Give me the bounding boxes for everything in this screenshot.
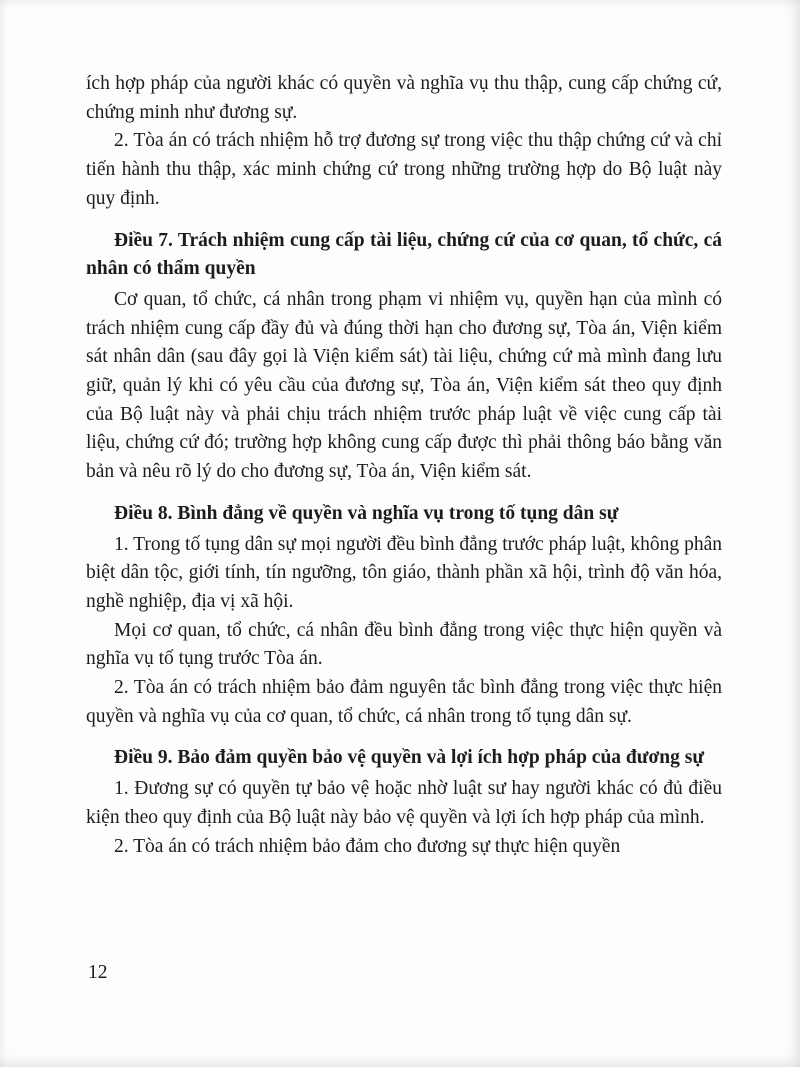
paragraph: 1. Đương sự có quyền tự bảo vệ hoặc nhờ luật sư hay người khác có đủ điều kiện theo quy định của Bộ luật này bảo vệ quyền và lợi ích hợp pháp của mình. bbox=[86, 778, 722, 828]
paragraph: Cơ quan, tổ chức, cá nhân trong phạm vi nhiệm vụ, quyền hạn của mình có trách nhiệm cung cấp đầy đủ và đúng thời hạn cho đương sự, Tòa án, Viện kiểm sát nhân dân (sau đây gọi là Viện kiểm sát) tài liệu, chứng cứ mà mình đang lưu giữ, quản lý khi có yêu cầu của đương sự, Tòa án, Viện kiểm sát theo quy định của Bộ luật này và phải chịu trách nhiệm trước pháp luật về việc cung cấp tài liệu, chứng cứ đó; trường hợp không cung cấp được thì phải thông báo bằng văn bản và nêu rõ lý do cho đương sự, Tòa án, Viện kiểm sát. bbox=[86, 288, 722, 483]
paragraph: Mọi cơ quan, tổ chức, cá nhân đều bình đẳng trong việc thực hiện quyền và nghĩa vụ tố tụng trước Tòa án. bbox=[86, 619, 722, 670]
paragraph: 1. Trong tố tụng dân sự mọi người đều bình đẳng trước pháp luật, không phân biệt dân tộc, giới tính, tín ngưỡng, tôn giáo, thành phần xã hội, trình độ văn hóa, nghề nghiệp, địa vị xã hội. bbox=[86, 533, 722, 612]
paragraph: 2. Tòa án có trách nhiệm hỗ trợ đương sự trong việc thu thập chứng cứ và chỉ tiến hành thu thập, xác minh chứng cứ trong những trường hợp do Bộ luật này quy định. bbox=[86, 130, 722, 209]
paragraph: 2. Tòa án có trách nhiệm bảo đảm nguyên tắc bình đẳng trong việc thực hiện quyền và nghĩa vụ của cơ quan, tổ chức, cá nhân trong tố tụng dân sự. bbox=[86, 677, 722, 727]
article-heading: Điều 9. Bảo đảm quyền bảo vệ quyền và lợi ích hợp pháp của đương sự bbox=[114, 747, 705, 769]
article-heading: Điều 8. Bình đẳng về quyền và nghĩa vụ trong tố tụng dân sự bbox=[114, 502, 619, 524]
paragraph: 2. Tòa án có trách nhiệm bảo đảm cho đương sự thực hiện quyền bbox=[114, 835, 621, 857]
page-content bbox=[86, 70, 722, 861]
article-heading: Điều 7. Trách nhiệm cung cấp tài liệu, chứng cứ của cơ quan, tổ chức, cá nhân có thẩm quyền bbox=[86, 229, 722, 280]
page-number: 12 bbox=[88, 962, 108, 983]
paragraph: ích hợp pháp của người khác có quyền và nghĩa vụ thu thập, cung cấp chứng cứ, chứng minh như đương sự. bbox=[86, 73, 722, 123]
